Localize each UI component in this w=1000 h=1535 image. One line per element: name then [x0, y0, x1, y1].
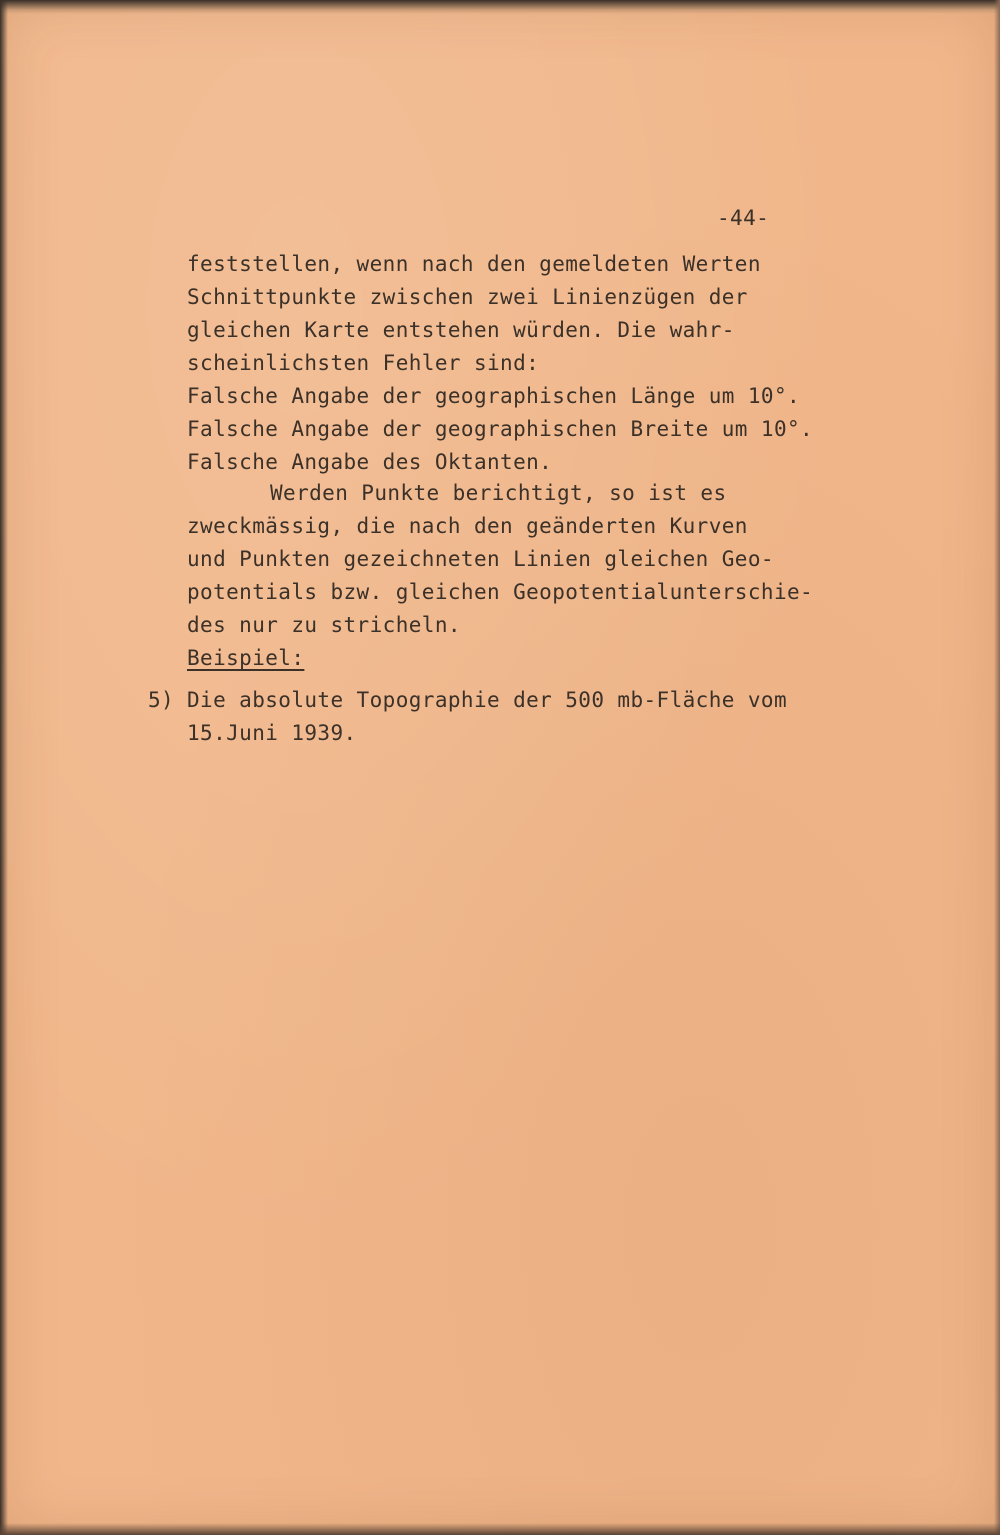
text-line: gleichen Karte entstehen würden. Die wahr- — [187, 318, 735, 342]
text-line: Falsche Angabe des Oktanten. — [187, 450, 553, 474]
text-line: feststellen, wenn nach den gemeldeten Werten — [187, 252, 761, 276]
text-line: des nur zu stricheln. — [187, 613, 461, 637]
item-number: 5) — [148, 688, 175, 712]
text-line: potentials bzw. gleichen Geopotentialunterschie- — [187, 580, 814, 604]
text-line-indented: Werden Punkte berichtigt, so ist es — [270, 481, 727, 505]
text-line: Falsche Angabe der geographischen Breite um 10°. — [187, 417, 814, 441]
item-text-line: Die absolute Topographie der 500 mb-Fläche vom — [187, 688, 787, 712]
text-line: Falsche Angabe der geographischen Länge um 10°. — [187, 384, 801, 408]
text-line: scheinlichsten Fehler sind: — [187, 351, 540, 375]
scan-edge-bottom — [0, 1523, 1000, 1535]
page-number: -44- — [717, 206, 770, 230]
section-heading: Beispiel: — [187, 646, 305, 670]
text-line: Schnittpunkte zwischen zwei Linienzügen der — [187, 285, 748, 309]
text-line: zweckmässig, die nach den geänderten Kurven — [187, 514, 748, 538]
scan-edge-left — [0, 0, 8, 1535]
scan-edge-top — [0, 0, 1000, 14]
scan-edge-right — [994, 0, 1000, 1535]
item-text-line: 15.Juni 1939. — [187, 721, 357, 745]
text-line: und Punkten gezeichneten Linien gleichen Geo- — [187, 547, 774, 571]
